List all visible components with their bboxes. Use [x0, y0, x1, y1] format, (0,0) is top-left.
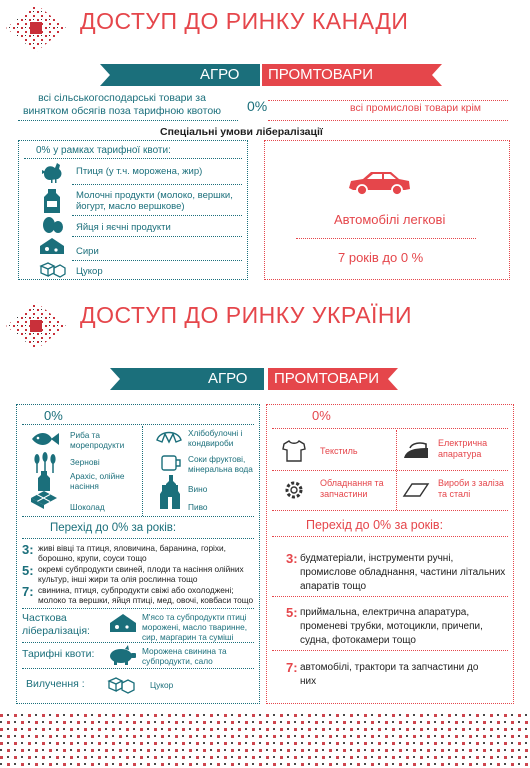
divider [72, 260, 242, 261]
beer-icon [158, 484, 184, 510]
canada-item-label: Птиця (у т.ч. морожена, жир) [76, 166, 203, 177]
divider [22, 516, 254, 517]
divider [272, 596, 508, 597]
partial-text: М'ясо та субпродукти птиці морожені, масло тваринне, сир, маргарин та суміші [142, 612, 248, 642]
tshirt-icon [282, 440, 306, 462]
embroidery-border-bottom [0, 714, 530, 768]
canada-title: ДОСТУП ДО РИНКУ КАНАДИ [80, 8, 409, 34]
steel-icon [402, 480, 430, 500]
prom-transition-num: 5: [286, 605, 298, 620]
divider [272, 536, 508, 537]
divider [72, 236, 242, 237]
divider [22, 424, 254, 425]
canada-agro-text: всі сільськогосподарські товари за винятком обсягів поза тарифною квотою [22, 92, 222, 117]
croissant-icon [156, 428, 182, 444]
divider [72, 215, 242, 216]
agro-item-label: Хлібобулочні і кондвироби [188, 428, 243, 448]
car-term: 7 років до 0 % [338, 250, 424, 265]
embroidery-ornament-top [4, 2, 68, 54]
divider [272, 428, 508, 429]
divider [22, 608, 254, 609]
canada-prom-ribbon [262, 64, 442, 91]
canada-agro-ribbon [100, 64, 260, 91]
divider [22, 538, 254, 539]
divider [142, 426, 143, 516]
prom-transition-text: приймальна, електрична апаратура, променеві трубки, мотоцикли, причепи, судна, фотокамери тощо [300, 607, 483, 646]
chocolate-icon [30, 490, 58, 510]
sugar-icon [106, 672, 136, 696]
agro-item-label: Риба та морепродукти [70, 430, 125, 450]
divider [22, 642, 254, 643]
quota-label: Тарифні квоти: [22, 648, 95, 660]
ukraine-prom-zero: 0% [312, 408, 331, 423]
canada-quota-title: 0% у рамках тарифної квоти: [36, 145, 171, 156]
ukraine-agro-zero: 0% [44, 408, 63, 423]
exempt-label: Вилучення : [26, 678, 85, 690]
canada-zero: 0% [247, 98, 268, 114]
quota-text: Морожена свинина та субпродукти, сало [142, 646, 227, 666]
prom-transition-text: будматеріали, інструменти ручні, промислове обладнання, частини літальних апаратів тощо [300, 553, 506, 592]
canada-prom-text: всі промислові товари крім [350, 102, 482, 114]
cheese-icon [108, 612, 138, 634]
divider [272, 470, 508, 471]
agro-item-label: Шоколад [70, 502, 105, 512]
oil-icon [34, 470, 54, 492]
divider [18, 120, 238, 121]
prom-item-label: Обладнання та запчастини [320, 478, 384, 499]
prom-transition-text: автомобілі, трактори та запчастини до них [300, 662, 479, 687]
prom-item-label: Електрична апаратура [438, 438, 488, 459]
ukraine-agro-label: АГРО [208, 370, 248, 387]
ukraine-title: ДОСТУП ДО РИНКУ УКРАЇНИ [80, 302, 413, 328]
agro-transition-text: окремі субпродукти свиней, плоди та насіння олійних культур, інші жири та олія рослинна тощо [38, 564, 244, 584]
canada-item-label: Яйця і яєчні продукти [76, 222, 171, 233]
gear-icon [282, 478, 306, 502]
divider [268, 120, 508, 121]
agro-transition-title: Перехід до 0% за років: [50, 522, 177, 534]
canada-item-label: Молочні продукти (молоко, вершки, йогурт, масло вершкове) [76, 190, 233, 212]
ukraine-agro-ribbon [110, 368, 264, 395]
car-label: Автомобілі легкові [334, 212, 446, 227]
canada-item-label: Цукор [76, 266, 103, 277]
prom-transition-title: Перехід до 0% за років: [306, 518, 444, 532]
divider [268, 100, 508, 101]
agro-item-label: Вино [188, 484, 208, 494]
milk-icon [42, 188, 62, 214]
agro-transition-num: 3: [22, 542, 34, 557]
divider [72, 184, 242, 185]
prom-item-label: Текстиль [320, 446, 358, 456]
divider [272, 650, 508, 651]
divider [22, 668, 254, 669]
canada-agro-label: АГРО [200, 66, 240, 83]
prom-transition-num: 7: [286, 660, 298, 675]
prom-item-label: Вироби з заліза та сталі [438, 478, 504, 499]
cheese-icon [38, 236, 66, 256]
sugar-icon [38, 258, 66, 278]
ukraine-prom-ribbon [268, 368, 398, 395]
iron-icon [402, 440, 430, 462]
agro-item-label: Пиво [188, 502, 208, 512]
agro-item-label: Соки фруктові, мінеральна вода [188, 454, 253, 474]
chicken-icon [40, 160, 66, 184]
juice-icon [160, 452, 182, 472]
agro-transition-num: 5: [22, 563, 34, 578]
canada-prom-label: ПРОМТОВАРИ [268, 66, 374, 83]
agro-transition-num: 7: [22, 584, 34, 599]
divider [296, 238, 476, 239]
divider [24, 158, 242, 159]
agro-transition-text: живі вівці та птиця, яловичина, баранина, горіхи, борошно, крупи, соуси тощо [38, 543, 226, 563]
car-icon [345, 168, 413, 198]
canada-item-label: Сири [76, 246, 99, 257]
agro-item-label: Арахіс, олійне насіння [70, 471, 125, 491]
divider [272, 510, 508, 511]
egg-icon [40, 216, 66, 234]
agro-item-label: Зернові [70, 457, 100, 467]
fish-icon [30, 430, 60, 448]
partial-label: Часткова лібералізація: [22, 612, 90, 637]
prom-transition-num: 3: [286, 551, 298, 566]
ukraine-prom-label: ПРОМТОВАРИ [274, 370, 380, 387]
special-conditions-title: Спеціальні умови лібералізації [160, 126, 323, 138]
agro-transition-text: свинина, птиця, субпродукти свіжі або охолоджені; молоко та вершки, яйця птиці, мед, овочі, ковбаси тощо [38, 585, 254, 605]
exempt-text: Цукор [150, 680, 174, 690]
embroidery-ornament-middle [4, 300, 68, 352]
pig-icon [106, 644, 138, 666]
